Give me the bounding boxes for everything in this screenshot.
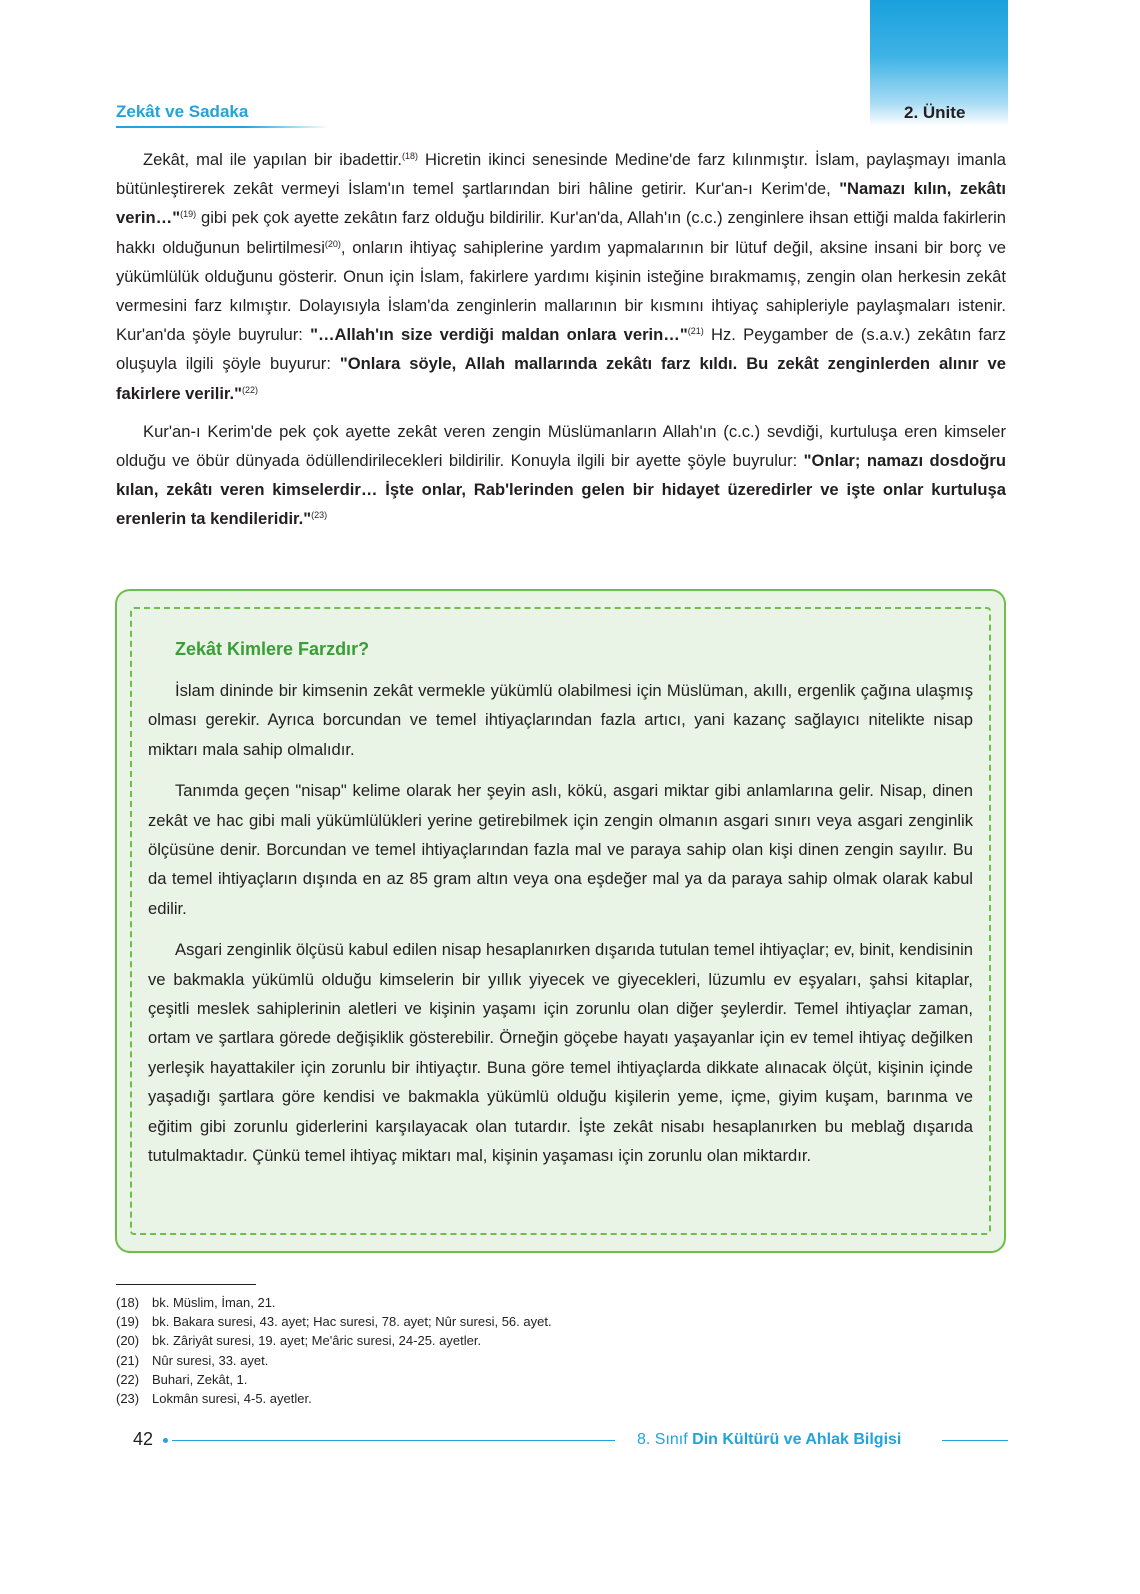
page-number: 42 xyxy=(133,1429,154,1449)
footnote-item: (21) Nûr suresi, 33. ayet. xyxy=(116,1352,269,1368)
footnote-ref-21: (21) xyxy=(687,326,704,337)
footnote-item: (19) bk. Bakara suresi, 43. ayet; Hac suresi, 78. ayet; Nûr suresi, 56. ayet. xyxy=(116,1314,552,1330)
footnote-ref-20: (20) xyxy=(324,238,341,249)
quote-4: "Onlar; namazı dosdoğru kılan, zekâtı veren kimselerdir… İşte onlar, Rab'lerinden gelen bir hidayet üzeredirler ve işte onlar kurtuluşa erenlerin ta kendileridir." xyxy=(116,451,1006,529)
footer-rule-left xyxy=(172,1440,615,1441)
book-title: 8. Sınıf Din Kültürü ve Ahlak Bilgisi xyxy=(637,1431,902,1448)
info-box-title: Zekât Kimlere Farzdır? xyxy=(175,639,370,659)
main-body xyxy=(116,145,1006,543)
footnote-item: (18) bk. Müslim, İman, 21. xyxy=(116,1295,276,1310)
footnotes xyxy=(116,1293,552,1408)
body-paragraph-1: Zekât, mal ile yapılan bir ibadettir.$^{(18)}$ Hicretin ikinci senesinde Medine'de farz kılınmıştır. İslam, paylaşmayı imanla bütünleştirerek zekât vermeyi İslam'ın temel şartlarından biri hâline getirir. Kur'an-ı Kerim'de, "Namazı kılın, zekâtı verin…"$^{(19)}$ gibi pek çok ayette zekâtın farz olduğu bildirilir. Kur'an'da, Allah'ın (c.c.) zenginlere ihsan ettiği malda fakirlerin hakkı olduğunun belirtilmesi$^{(20)}$, onların ihtiyaç sahiplerine yardım yapmalarının bir lütuf değil, aksine insani bir borç ve yükümlülük olduğunu gösterir. Onun için İslam, fakirlere yardımı kişinin isteğine bırakmamış, zengin olan herkesin zekât vermesini farz kılmıştır. Dolayısıyla İslam'da zenginlerin mallarının bir kısmını ihtiyaç sahipleriyle paylaşmaları istenir. Kur'an'da şöyle buyrulur: "…Allah'ın size verdiği maldan onlara verin…"$^{(21)}$ Hz. Peygamber de (s.a.v.) zekâtın farz oluşuyla ilgili şöyle buyurur: "Onlara söyle, Allah mallarında zekâtı farz kıldı. Bu zekât zenginlerden alınır ve fakirlere verilir."$^{(22)}$ xyxy=(116,150,1007,403)
section-title: Zekât ve Sadaka xyxy=(116,102,249,121)
quote-2: "…Allah'ın size verdiği maldan onlara verin…" xyxy=(310,325,688,345)
footnote-item: (23) Lokmân suresi, 4-5. ayetler. xyxy=(116,1391,312,1407)
quote-1: "Namazı kılın, zekâtı verin…" xyxy=(116,179,1006,228)
footnote-item: (22) Buhari, Zekât, 1. xyxy=(116,1371,248,1387)
footer-dot xyxy=(163,1438,168,1443)
footnote-divider xyxy=(116,1284,256,1285)
info-box-paragraph-2: Tanımda geçen "nisap" kelime olarak her şeyin aslı, kökü, asgari miktar gibi anlamlarına gelir. Nisap, dinen zekât ve hac gibi mali yükümlülükleri yerine getirebilmek için zengin olmanın asgari sınırı veya asgari zenginlik ölçüsüne denir. Borcundan ve temel ihtiyaçlarından fazla mal ve paraya sahip olan kişi dinen zengin sayılır. Bu da temel ihtiyaçların dışında en az 85 gram altın veya ona eşdeğer mal ya da paraya sahip olmak olarak kabul edilir. xyxy=(148,781,973,918)
info-box-body xyxy=(148,676,973,1183)
footer-rule-right xyxy=(942,1440,1008,1441)
footnote-item: (20) bk. Zâriyât suresi, 19. ayet; Me'âric suresi, 24-25. ayetler. xyxy=(116,1333,482,1349)
info-box-paragraph-3: Asgari zenginlik ölçüsü kabul edilen nisap hesaplanırken dışarıda tutulan temel ihtiyaçlar; ev, binit, kendisinin ve bakmakla yükümlü olduğu kimselerin bir yıllık yiyecek ve giyecekleri, lüzumlu ev eşyaları, şahsi kitaplar, çeşitli meslek sahiplerinin aletleri ve kişinin yaşamı için zorunlu olan diğer şeylerdir. Temel ihtiyaçlar zaman, ortam ve şartlara görede değişiklik gösterebilir. Örneğin göçebe hayatı yaşayanlar için ev temel ihtiyaç değilken yerleşik hayattakiler için zorunlu bir ihtiyaçtır. Buna göre temel ihtiyaçlarda dikkate alınacak ölçüt, kişinin içinde yaşadığı şartlara göre kendisi ve bakmakla yükümlü olduğu kişilerin yeme, içme, giyim kuşam, barınma ve eğitim gibi zorunlu giderlerini karşılayacak olan tutardır. İşte zekât nisabı hesaplanırken bu meblağ dışarıda tutulmaktadır. Çünkü temel ihtiyaç miktarı mal, kişinin yaşaması için zorunlu olan miktardır. xyxy=(148,940,973,1166)
unit-label: 2. Ünite xyxy=(904,103,966,122)
footnote-ref-22: (22) xyxy=(241,384,258,395)
footnote-ref-23: (23) xyxy=(311,510,328,521)
footnote-ref-18: (18) xyxy=(402,151,419,161)
section-title-underline xyxy=(116,126,330,128)
footnote-ref-19: (19) xyxy=(180,209,197,220)
quote-3: "Onlara söyle, Allah mallarında zekâtı farz kıldı. Bu zekât zenginlerden alınır ve fakirlere verilir." xyxy=(116,354,1006,403)
body-paragraph-2: Kur'an-ı Kerim'de pek çok ayette zekât veren zengin Müslümanların Allah'ın (c.c.) sevdiği, kurtuluşa eren kimseler olduğu ve öbür dünyada ödüllendirilecekleri bildirilir. Konuyla ilgili bir ayette şöyle buyrulur: "Onlar; namazı dosdoğru kılan, zekâtı veren kimselerdir… İşte onlar, Rab'lerinden gelen bir hidayet üzeredirler ve işte onlar kurtuluşa erenlerin ta kendileridir."$^{(23)}$ xyxy=(116,421,1006,529)
info-box-paragraph-1: İslam dininde bir kimsenin zekât vermekle yükümlü olabilmesi için Müslüman, akıllı, ergenlik çağına ulaşmış olması gerekir. Ayrıca borcundan ve temel ihtiyaçlarından fazla artıcı, yani kazanç sağlayıcı nitelikte nisap miktarı mala sahip olmalıdır. xyxy=(148,681,973,759)
